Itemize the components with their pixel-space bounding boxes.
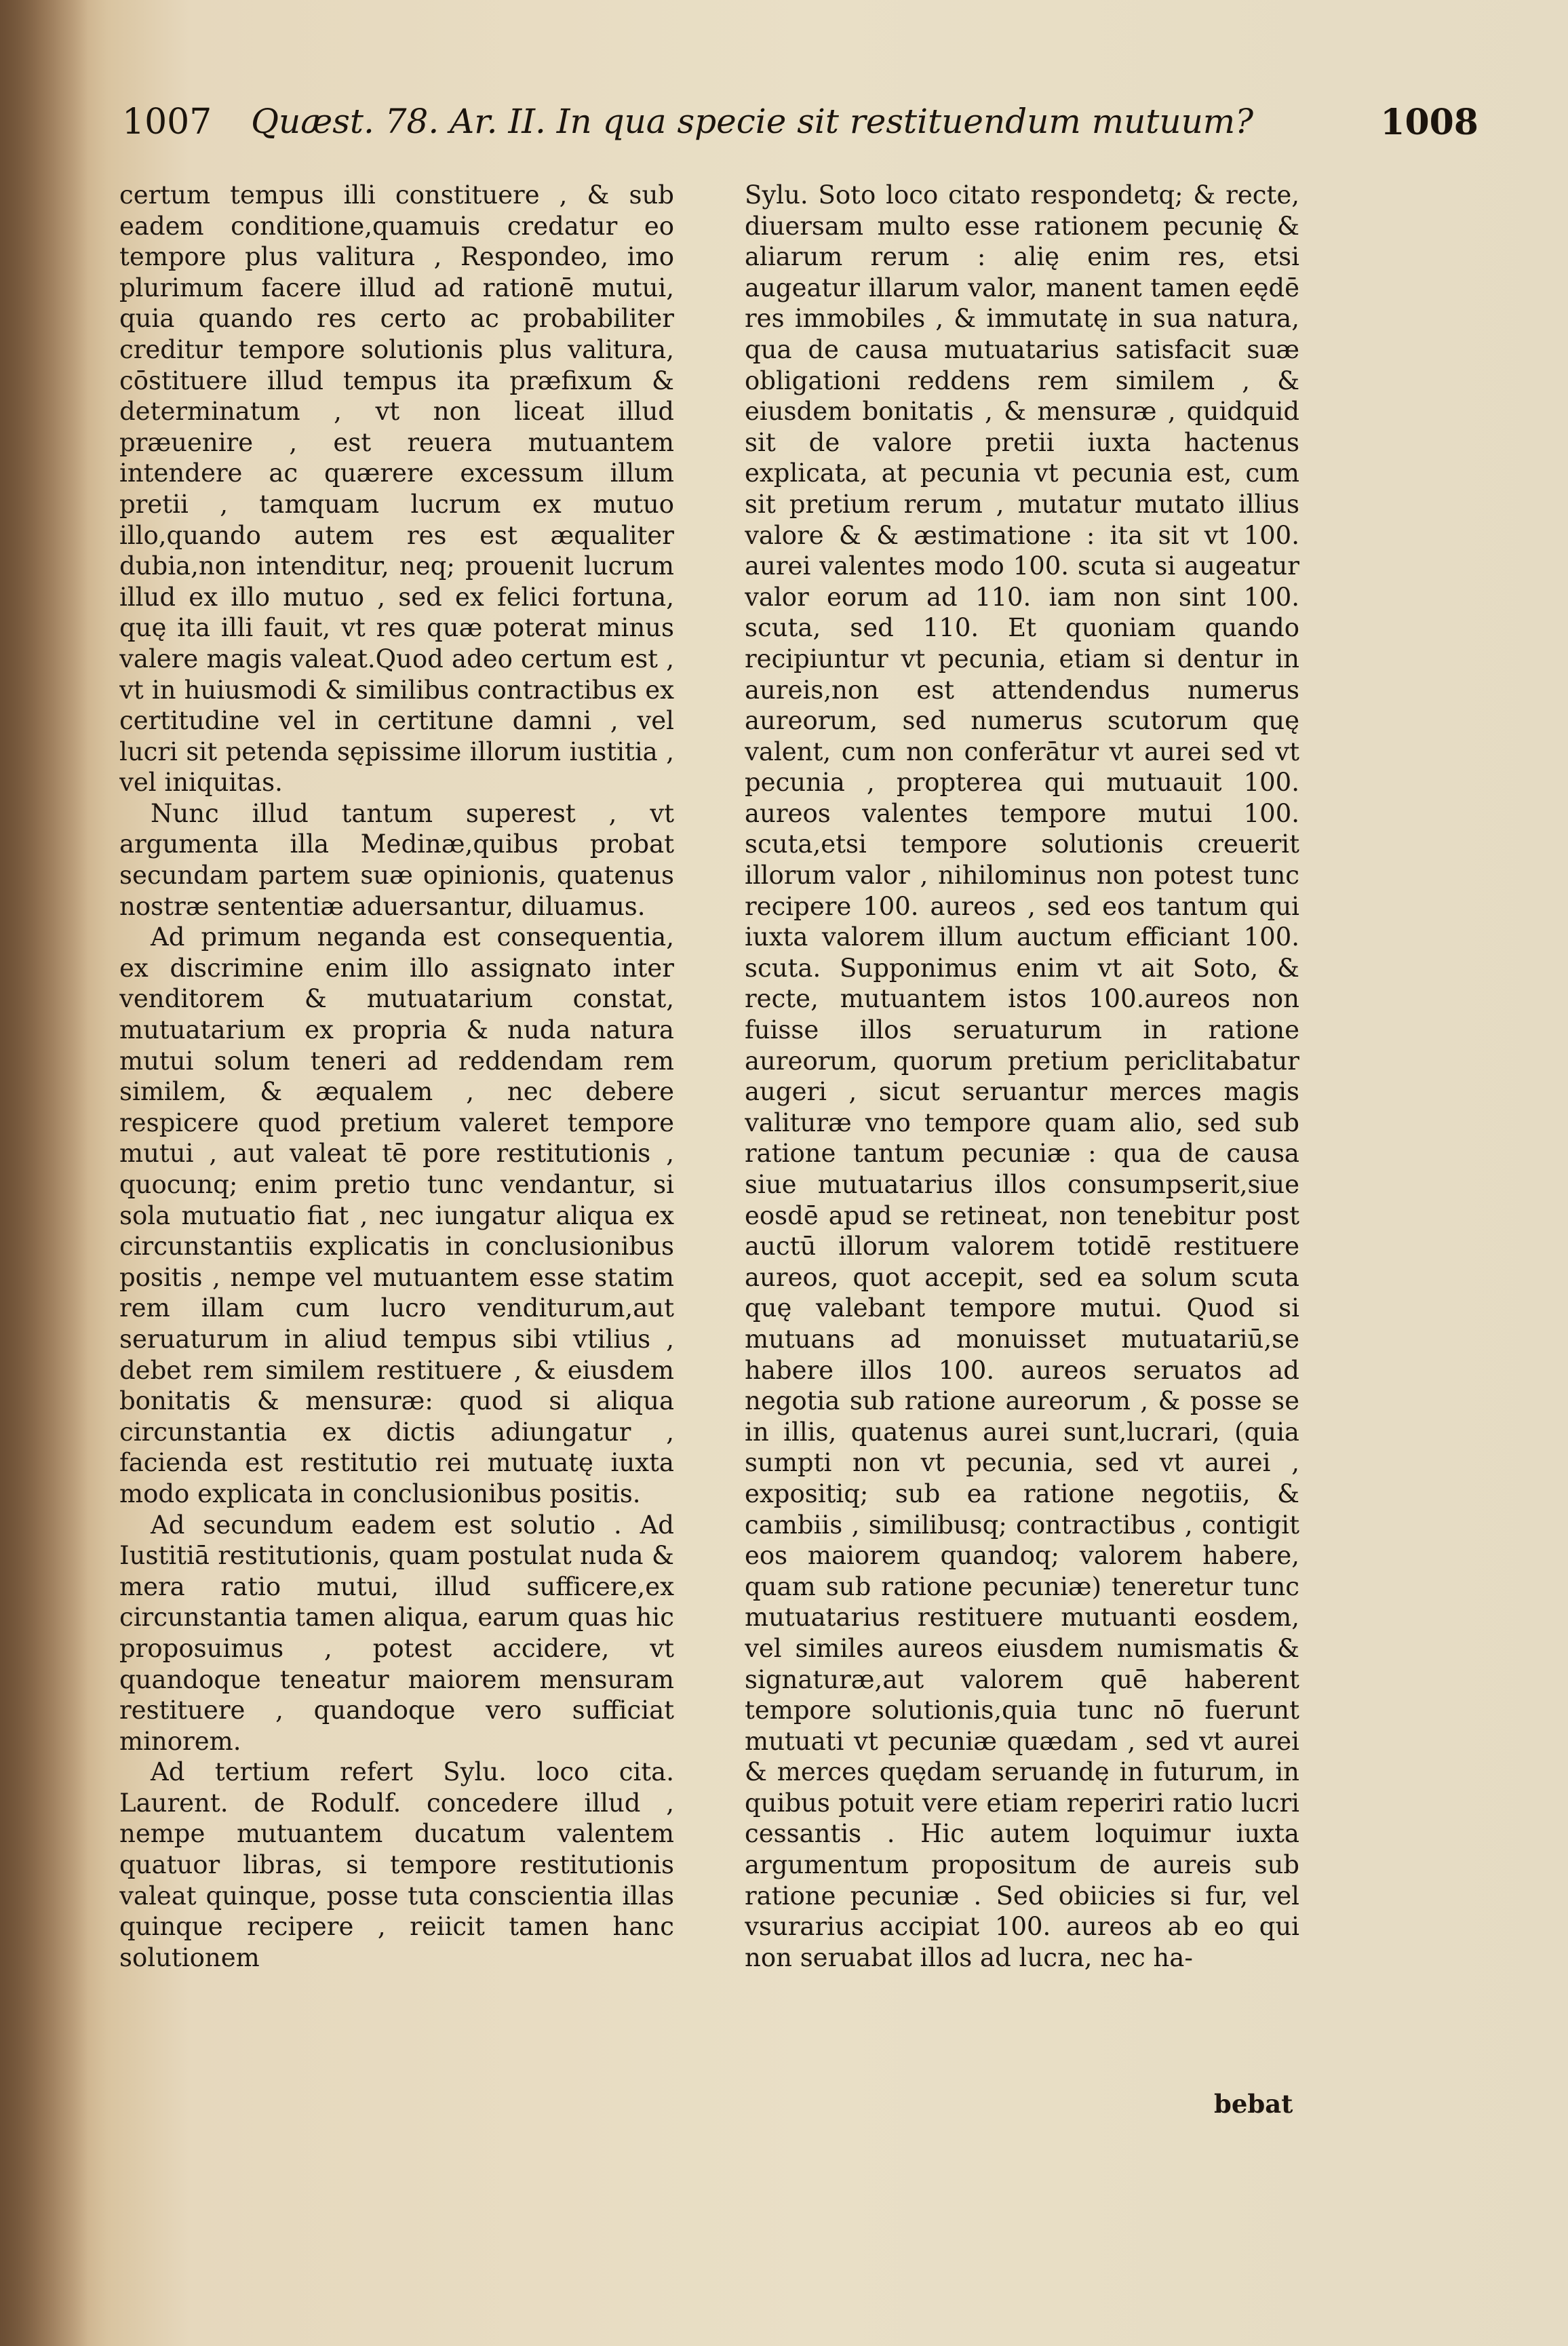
paragraph: Ad secundum eadem est solutio . Ad Iustitiā restitutionis, quam postulat nuda & mera ratio mutui, illud sufficere,ex circunstantia tamen aliqua, earum quas hic proposuimus , potest accidere, vt quandoque teneatur maiorem mensuram restituere , quandoque vero sufficiat minorem. [119, 1510, 674, 1756]
running-head: Quæst. 78. Ar. II. In qua specie sit restituendum mutuum? [251, 102, 1254, 141]
paragraph: Nunc illud tantum superest , vt argumenta illa Medinæ,quibus probat secundam partem suæ opinionis, quatenus nostræ sententiæ aduersantur, diluamus. [119, 798, 674, 921]
paragraph: certum tempus illi constituere , & sub eadem conditione,quamuis credatur eo tempore plus valitura , Respondeo, imo plurimum facere illud ad rationē mutui, quia quando res certo ac probabiliter creditur tempore solutionis plus valitura, cōstituere illud tempus ita præfixum & determinatum , vt non liceat illud præuenire , est reuera mutuantem intendere ac quærere excessum illum pretii , tamquam lucrum ex mutuo illo,quando autem res est æqualiter dubia,non intenditur, neq; prouenit lucrum illud ex illo mutuo , sed ex felici fortuna, quę ita illi fauit, vt res quæ poterat minus valere magis valeat.Quod adeo certum est , vt in huiusmodi & similibus contractibus ex certitudine vel in certitune damni , vel lucri sit petenda sępissime illorum iustitia , vel iniquitas. [119, 180, 674, 798]
text-column-left [119, 180, 674, 2174]
page-number-left: 1007 [122, 102, 212, 142]
page-number-right: 1008 [1380, 102, 1478, 143]
paragraph: Ad primum neganda est consequentia, ex discrimine enim illo assignato inter venditorem & mutuatarium constat, mutuatarium ex propria & nuda natura mutui solum teneri ad reddendam rem similem, & æqualem , nec debere respicere quod pretium valeret tempore mutui , aut valeat tē pore restitutionis , quocunq; enim pretio tunc vendantur, si sola mutuatio fiat , nec iungatur aliqua ex circunstantiis explicatis in conclusionibus positis , nempe vel mutuantem esse statim rem illam cum lucro venditurum,aut seruaturum in aliud tempus sibi vtilius , debet rem similem restituere , & eiusdem bonitatis & mensuræ: quod si aliqua circunstantia ex dictis adiungatur , facienda est restitutio rei mutuatę iuxta modo explicata in conclusionibus positis. [119, 922, 674, 1508]
catchword: bebat [1214, 2089, 1293, 2119]
page-header [109, 102, 1485, 163]
binding-gutter [0, 0, 88, 2346]
paragraph: Ad tertium refert Sylu. loco cita. Laurent. de Rodulf. concedere illud , nempe mutuantem ducatum valentem quatuor libras, si tempore restitutionis valeat quinque, posse tuta conscientia illas quinque recipere , reiicit tamen hanc solutionem [119, 1757, 674, 1972]
paragraph: Sylu. Soto loco citato respondetq; & recte, diuersam multo esse rationem pecunię & aliarum rerum : alię enim res, etsi augeatur illarum valor, manent tamen eędē res immobiles , & immutatę in sua natura, qua de causa mutuatarius satisfacit suæ obligationi reddens rem similem , & eiusdem bonitatis , & mensuræ , quidquid sit de valore pretii iuxta hactenus explicata, at pecunia vt pecunia est, cum sit pretium rerum , mutatur mutato illius valore & & æstimatione : ita sit vt 100. aurei valentes modo 100. scuta si augeatur valor eorum ad 110. iam non sint 100. scuta, sed 110. Et quoniam quando recipiuntur vt pecunia, etiam si dentur in aureis,non est attendendus numerus aureorum, sed numerus scutorum quę valent, cum non conferātur vt aurei sed vt pecunia , propterea qui mutuauit 100. aureos valentes tempore mutui 100. scuta,etsi tempore solutionis creuerit illorum valor , nihilominus non potest tunc recipere 100. aureos , sed eos tantum qui iuxta valorem illum auctum efficiant 100. scuta. Supponimus enim vt ait Soto, & recte, mutuantem istos 100.aureos non fuisse illos seruaturum in ratione aureorum, quorum pretium periclitabatur augeri , sicut seruantur merces magis valituræ vno tempore quam alio, sed sub ratione tantum pecuniæ : qua de causa siue mutuatarius illos consumpserit,siue eosdē apud se retineat, non tenebitur post auctū illorum valorem totidē restituere aureos, quot accepit, sed ea solum scuta quę valebant tempore mutui. Quod si mutuans ad monuisset mutuatariū,se habere illos 100. aureos seruatos ad negotia sub ratione aureorum , & posse se in illis, quatenus aurei sunt,lucrari, (quia sumpti non vt pecunia, sed vt aurei , expositiq; sub ea ratione negotiis, & cambiis , similibusq; contractibus , contigit eos maiorem quandoq; valorem habere, quam sub ratione pecuniæ) teneretur tunc mutuatarius restituere mutuanti eosdem, vel similes aureos eiusdem numismatis & signaturæ,aut valorem quē haberent tempore solutionis,quia tunc nō fuerunt mutuati vt pecuniæ quædam , sed vt aurei & merces quędam seruandę in futurum, in quibus potuit vere etiam reperiri ratio lucri cessantis . Hic autem loquimur iuxta argumentum propositum de aureis sub ratione pecuniæ . Sed obiicies si fur, vel vsurarius accipiat 100. aureos ab eo qui non seruabat illos ad lucra, nec ha- [745, 180, 1299, 1972]
text-column-right [745, 180, 1299, 2174]
